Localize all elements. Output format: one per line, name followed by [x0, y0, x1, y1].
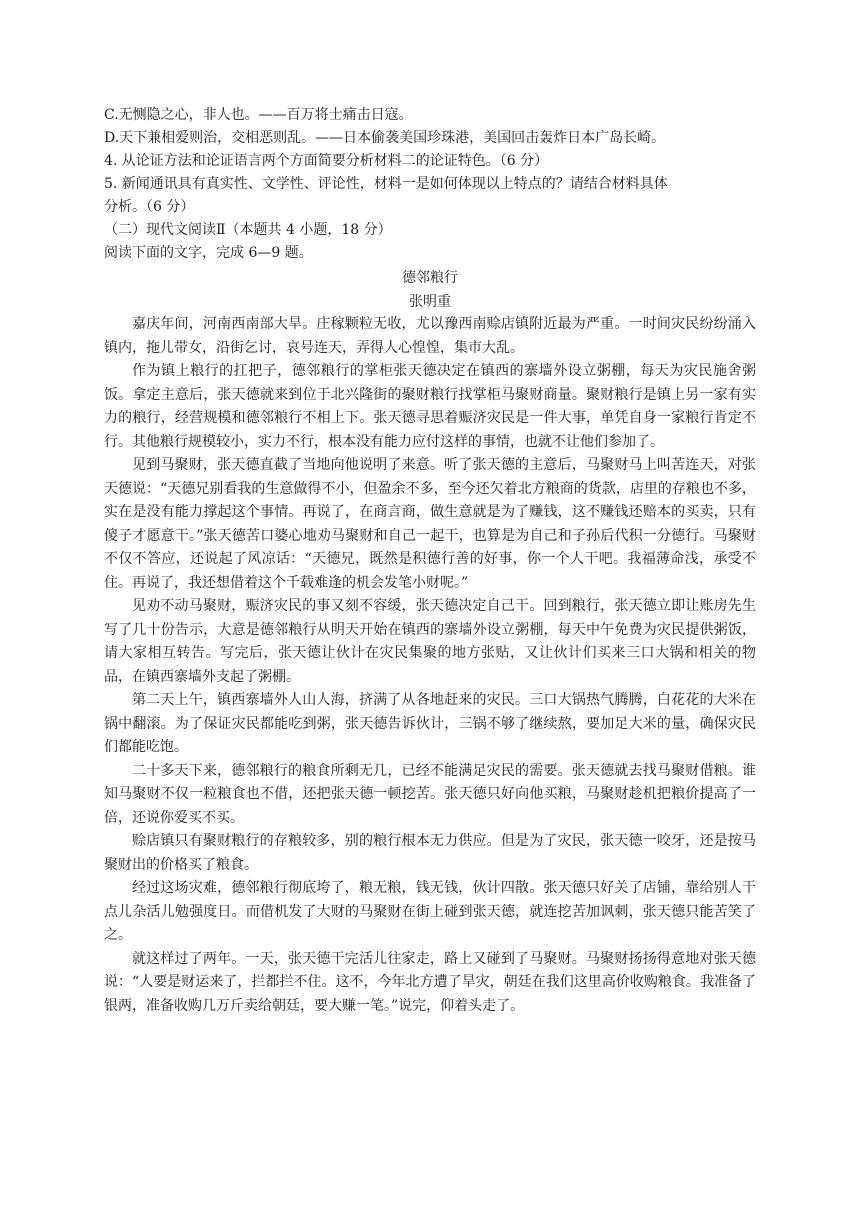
question-option-c: C.无恻隐之心，非人也。——百万将士痛击日寇。	[104, 107, 413, 123]
section-instruction: 阅读下面的文字，完成 6—9 题。	[104, 245, 313, 261]
question-5-line-1: 5. 新闻通讯具有真实性、文学性、评论性，材料一是如何体现以上特点的？请结合材料具体	[104, 176, 668, 192]
article-author: 张明重	[409, 294, 451, 310]
article-paragraph: 第二天上午，镇西寨墙外人山人海，挤满了从各地赶来的灾民。三口大锅热气腾腾，白花花的大米在锅中翻滚。为了保证灾民都能吃到粥，张天德告诉伙计，三锅不够了继续熬，要加足大米的量，确保灾民们都能吃饱。	[104, 692, 756, 755]
article-title: 德邻粮行	[402, 270, 458, 286]
article-paragraph: 见劝不动马聚财，赈济灾民的事又刻不容缓，张天德决定自己干。回到粮行，张天德立即让账房先生写了几十份告示，大意是德邻粮行从明天开始在镇西的寨墙外设立粥棚，每天中午免费为灾民提供粥饭，请大家相互转告。写完后，张天德让伙计在灾民集聚的地方张贴，又让伙计们买来三口大锅和相关的物品，在镇西寨墙外支起了粥棚。	[104, 598, 756, 685]
question-4: 4. 从论证方法和论证语言两个方面简要分析材料二的论证特色。（6 分）	[104, 153, 549, 169]
article-paragraph: 作为镇上粮行的扛把子，德邻粮行的掌柜张天德决定在镇西的寨墙外设立粥棚，每天为灾民施舍粥饭。拿定主意后，张天德就来到位于北兴隆街的聚财粮行找掌柜马聚财商量。聚财粮行是镇上另一家有实力的粮行，经营规模和德邻粮行不相上下。张天德寻思着赈济灾民是一件大事，单凭自身一家粮行肯定不行。其他粮行规模较小，实力不行，根本没有能力应付这样的事情，也就不让他们参加了。	[104, 363, 756, 450]
question-option-d: D.天下兼相爱则治，交相恶则乱。——日本偷袭美国珍珠港，美国回击轰炸日本广岛长崎。	[104, 130, 666, 146]
article-paragraph: 赊店镇只有聚财粮行的存粮较多，别的粮行根本无力供应。但是为了灾民，张天德一咬牙，还是按马聚财出的价格买了粮食。	[104, 833, 756, 873]
article-paragraph: 就这样过了两年。一天，张天德干完活儿往家走，路上又碰到了马聚财。马聚财扬扬得意地对张天德说：“人要是财运来了，拦都拦不住。这不，今年北方遭了旱灾，朝廷在我们这里高价收购粮食。我准备了银两，准备收购几万斤卖给朝廷，要大赚一笔。”说完，仰着头走了。	[104, 950, 756, 1014]
article-paragraph: 经过这场灾难，德邻粮行彻底垮了，粮无粮，钱无钱，伙计四散。张天德只好关了店铺，靠给别人干点儿杂活儿勉强度日。而借机发了大财的马聚财在街上碰到张天德，就连挖苦加讽刺，张天德只能苦笑了之。	[104, 880, 756, 943]
question-5-line-2: 分析。（6 分）	[104, 199, 195, 215]
document-page	[104, 104, 756, 1018]
section-heading: （二）现代文阅读Ⅱ（本题共 4 小题，18 分）	[104, 222, 392, 238]
article-paragraph: 见到马聚财，张天德直截了当地向他说明了来意。听了张天德的主意后，马聚财马上叫苦连天，对张天德说：“天德兄别看我的生意做得不小，但盈余不多，至今还欠着北方粮商的货款，店里的存粮也不多，实在是没有能力撑起这个事情。再说了，在商言商，做生意就是为了赚钱，这不赚钱还赔本的买卖，只有傻子才愿意干。”张天德苦口婆心地劝马聚财和自己一起干，也算是为自己和子孙后代积一分德行。马聚财不仅不答应，还说起了风凉话：“天德兄，既然是积德行善的好事，你一个人干吧。我福薄命浅，承受不住。再说了，我还想借着这个千载难逢的机会发笔小财呢。”	[104, 457, 756, 591]
article-paragraph: 二十多天下来，德邻粮行的粮食所剩无几，已经不能满足灾民的需要。张天德就去找马聚财借粮。谁知马聚财不仅一粒粮食也不借，还把张天德一顿挖苦。张天德只好向他买粮，马聚财趁机把粮价提高了一倍，还说你爱买不买。	[104, 762, 756, 826]
article-paragraph: 嘉庆年间，河南西南部大旱。庄稼颗粒无收，尤以豫西南赊店镇附近最为严重。一时间灾民纷纷涌入镇内，拖儿带女，沿街乞讨，哀号连天，弄得人心惶惶，集市大乱。	[104, 316, 756, 356]
